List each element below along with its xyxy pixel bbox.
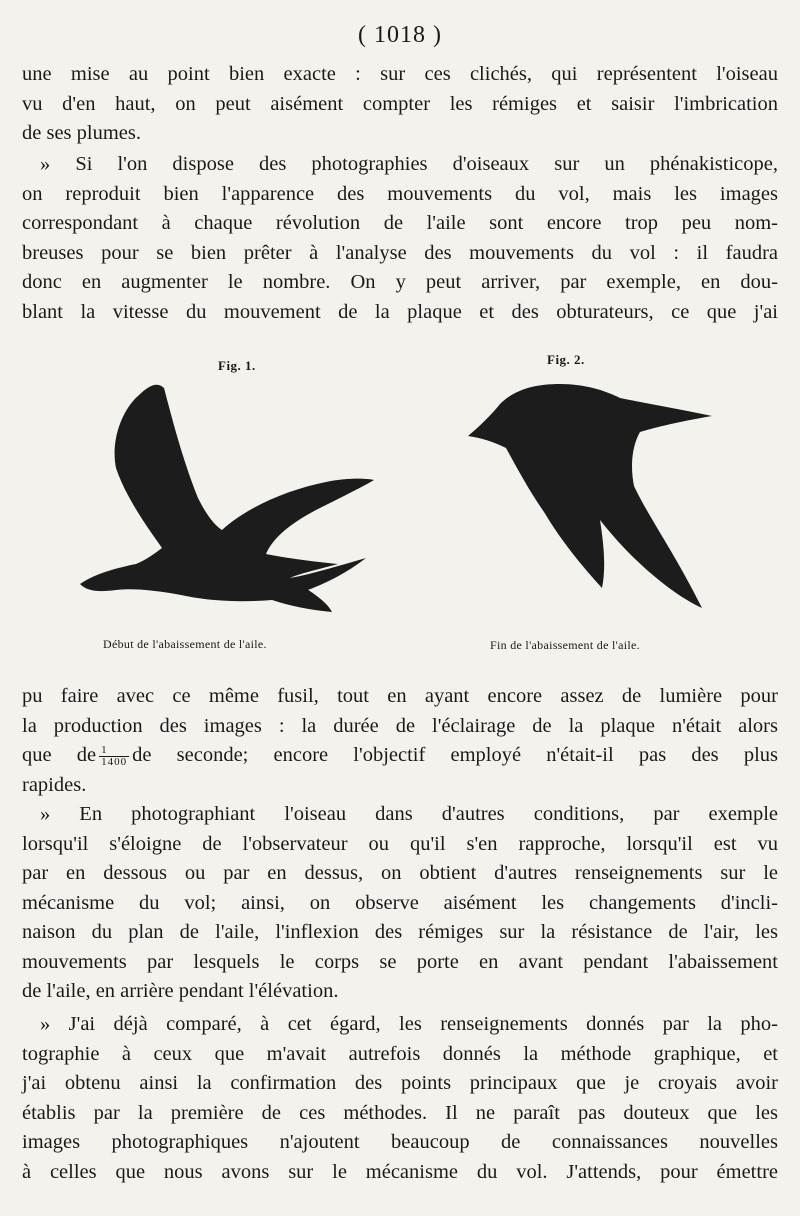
- bird-silhouette-wings-down-figure: [464, 376, 716, 616]
- figure-2-caption: Fin de l'abaissement de l'aile.: [490, 638, 640, 652]
- text-line: breuses pour se bien prêter à l'analyse des mouvements du vol : il faudra: [22, 241, 778, 264]
- text-line: de l'aile, en arrière pendant l'élévation.: [22, 980, 339, 1002]
- text-fragment: que de: [22, 744, 97, 766]
- text-line: mécanisme du vol; ainsi, on observe aisément les changements d'incli-: [22, 891, 778, 914]
- figure-1-label: Fig. 1.: [218, 358, 256, 373]
- text-line: blant la vitesse du mouvement de la plaque et des obturateurs, ce que j'ai: [22, 300, 778, 323]
- text-line: » En photographiant l'oiseau dans d'autres conditions, par exemple: [40, 803, 778, 825]
- text-line: tographie à ceux que m'avait autrefois donnés la méthode graphique, et: [22, 1042, 778, 1065]
- text-line: pu faire avec ce même fusil, tout en ayant encore assez de lumière pour: [22, 685, 778, 707]
- text-line: on reproduit bien l'apparence des mouvements du vol, mais les images: [22, 182, 778, 205]
- paragraph-4: [22, 800, 778, 1007]
- text-line: rapides.: [22, 773, 87, 796]
- fraction: [99, 745, 129, 768]
- text-line: une mise au point bien exacte : sur ces clichés, qui représentent l'oiseau: [22, 63, 778, 85]
- text-line: » J'ai déjà comparé, à cet égard, les renseignements donnés par la pho-: [40, 1013, 778, 1035]
- text-line: la production des images : la durée de l'éclairage de la plaque n'était alors: [22, 714, 778, 737]
- text-line: par en dessous ou par en dessus, on obtient d'autres renseignements sur le: [22, 862, 778, 884]
- text-line: images photographiques n'ajoutent beaucoup de connaissances nouvelles: [22, 1131, 778, 1153]
- bird-silhouette-wings-up-figure: [76, 378, 380, 628]
- figure-1-caption: Début de l'abaissement de l'aile.: [103, 637, 267, 651]
- fraction-denominator: 1400: [101, 755, 128, 768]
- text-line: établis par la première de ces méthodes. Il ne paraît pas douteux que les: [22, 1101, 778, 1124]
- text-line: donc en augmenter le nombre. On y peut arriver, par exemple, en dou-: [22, 271, 778, 293]
- figure-2-label: Fig. 2.: [547, 352, 585, 367]
- text-line: de ses plumes.: [22, 122, 141, 144]
- paragraph-2: [22, 150, 778, 327]
- text-line: mouvements par lesquels le corps se porte en avant pendant l'abaissement: [22, 950, 778, 973]
- text-line: vu d'en haut, on peut aisément compter les rémiges et saisir l'imbrication: [22, 92, 778, 115]
- text-line: naison du plan de l'aile, l'inflexion des rémiges sur la résistance de l'air, les: [22, 921, 778, 943]
- text-fragment: de seconde; encore l'objectif employé n'était-il pas des plus: [132, 744, 778, 766]
- text-line: lorsqu'il s'éloigne de l'observateur ou qu'il s'en rapproche, lorsqu'il est vu: [22, 832, 778, 855]
- text-line: correspondant à chaque révolution de l'aile sont encore trop peu nom-: [22, 212, 778, 234]
- fraction-numerator: 1: [99, 745, 129, 757]
- text-line-with-fraction: [22, 741, 778, 771]
- text-line: j'ai obtenu ainsi la confirmation des points principaux que je croyais avoir: [22, 1072, 778, 1094]
- text-line: à celles que nous avons sur le mécanisme du vol. J'attends, pour émettre: [22, 1160, 778, 1183]
- text-line: » Si l'on dispose des photographies d'oiseaux sur un phénakisticope,: [40, 153, 778, 175]
- paragraph-3: [22, 682, 778, 800]
- page-number: ( 1018 ): [358, 22, 442, 48]
- paragraph-5: [22, 1010, 778, 1187]
- paragraph-1: [22, 60, 778, 149]
